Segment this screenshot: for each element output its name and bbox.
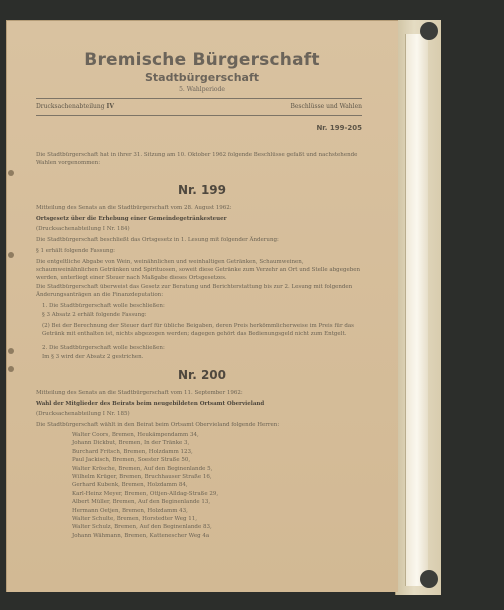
document-page xyxy=(6,20,398,592)
punch-hole xyxy=(8,348,14,354)
section-199-line: (Drucksachenabteilung I Nr. 184) xyxy=(36,226,130,232)
list-item: Hermann Oetjen, Bremen, Holzdamm 43, xyxy=(72,507,188,514)
section-199-line: 1. Die Stadtbürgerschaft wolle beschließen: xyxy=(42,303,165,309)
binder-clip-top xyxy=(420,22,438,40)
section-200-subject: Wahl der Mitglieder des Beirats beim neugebildeten Ortsamt Obervieland xyxy=(36,401,265,407)
section-199-line: § 3 Absatz 2 erhält folgende Fassung: xyxy=(42,312,147,318)
list-item: Karl-Heinz Meyer, Bremen, Ottjen-Alldag-Straße 29, xyxy=(72,490,219,497)
section-199-line: Die Stadtbürgerschaft beschließt das Ortsgesetz in 1. Lesung mit folgender Änderung: xyxy=(36,237,279,243)
section-label: Beschlüsse und Wahlen xyxy=(290,103,362,110)
binder-clip-bottom xyxy=(420,570,438,588)
list-item: Walter Coors, Bremen, Heukämpendamm 34, xyxy=(72,432,199,438)
list-item: Walter Krösche, Bremen, Auf den Beginenlande 5, xyxy=(72,465,213,472)
section-200-line: (Drucksachenabteilung I Nr. 185) xyxy=(36,411,130,417)
masthead-subtitle: Stadtbürgerschaft xyxy=(145,71,259,84)
list-item: Johann Dickbut, Bremen, In der Tränke 3, xyxy=(72,440,190,447)
section-199-paragraph: Die Stadtbürgerschaft überweist das Gesetz zur Beratung und Berichterstattung bis zur 2. Lesung mit folgenden Änderungsanträgen an die Finanzdeputation: xyxy=(36,284,353,298)
masthead-title: Bremische Bürgerschaft xyxy=(84,50,320,70)
masthead-period: 5. Wahlperiode xyxy=(179,86,225,93)
department-number: IV xyxy=(106,103,115,110)
section-199-paragraph: (2) Bei der Berechnung der Steuer darf für übliche Beigaben, deren Preis herkömmlicherweise im Preis für das Getränk mit enthalten ist, nichts abgezogen werden; dagegen gehört das Bedienungsgeld nicht zum Entgelt. xyxy=(42,323,354,337)
punch-hole xyxy=(8,252,14,258)
intro-text: Die Stadtbürgerschaft hat in ihrer 31. Sitzung am 10. Oktober 1962 folgende Beschlüsse gefaßt und nachstehende Wahlen vorgenommen: xyxy=(36,152,358,166)
section-199-subject: Ortsgesetz über die Erhebung einer Gemeindegetränkesteuer xyxy=(36,216,227,222)
section-199-line: 2. Die Stadtbürgerschaft wolle beschließen: xyxy=(42,345,165,351)
section-heading-200: Nr. 200 xyxy=(177,368,227,382)
list-item: Albert Müller, Bremen, Auf den Beginenlande 13, xyxy=(72,499,211,506)
section-199-line: Im § 3 wird der Absatz 2 gestrichen. xyxy=(42,354,144,360)
punch-hole xyxy=(8,170,14,176)
list-item: Johann Wähmann, Bremen, Kattenescher Weg 4a xyxy=(72,532,210,539)
list-item: Wilhelm Krüger, Bremen, Bruchhauser Straße 16, xyxy=(72,474,212,480)
section-200-line: Mitteilung des Senats an die Stadtbürgerschaft vom 11. September 1962: xyxy=(36,390,243,396)
header-rule-top xyxy=(36,98,362,99)
department-label: Drucksachenabteilung IV xyxy=(36,103,115,110)
section-199-line: Mitteilung des Senats an die Stadtbürgerschaft vom 28. August 1962: xyxy=(36,205,232,211)
list-item: Walter Schulz, Bremen, Auf den Beginenlande 83, xyxy=(72,524,212,531)
list-item: Burchard Fritsch, Bremen, Holzdamm 123, xyxy=(72,448,193,455)
section-heading-199: Nr. 199 xyxy=(177,183,227,197)
number-range: Nr. 199-205 xyxy=(316,124,362,132)
section-199-paragraph: Die entgeltliche Abgabe von Wein, weinähnlichen und weinhaltigen Getränken, Schaumweinen, schaumweinähnlichen Getränken und Spirituosen, soweit diese Getränke zum Verzehr an Ort und Stelle abgegeben werden, unterliegt einer Steuer nach Maßgabe dieses Ortsgesetzes. xyxy=(36,259,361,281)
section-199-line: § 1 erhält folgende Fassung: xyxy=(36,248,115,254)
section-200-line: Die Stadtbürgerschaft wählt in den Beirat beim Ortsamt Obervieland folgende Herren: xyxy=(36,422,280,428)
list-item: Paul Jackisch, Bremen, Soester Straße 50, xyxy=(72,457,191,464)
header-rule-bottom xyxy=(36,115,362,116)
binder-page-edge xyxy=(405,34,428,586)
list-item: Walter Schulte, Bremen, Horstedter Weg 11, xyxy=(72,516,198,522)
list-item: Gerhard Kubenk, Bremen, Holzdamm 84, xyxy=(72,482,188,489)
